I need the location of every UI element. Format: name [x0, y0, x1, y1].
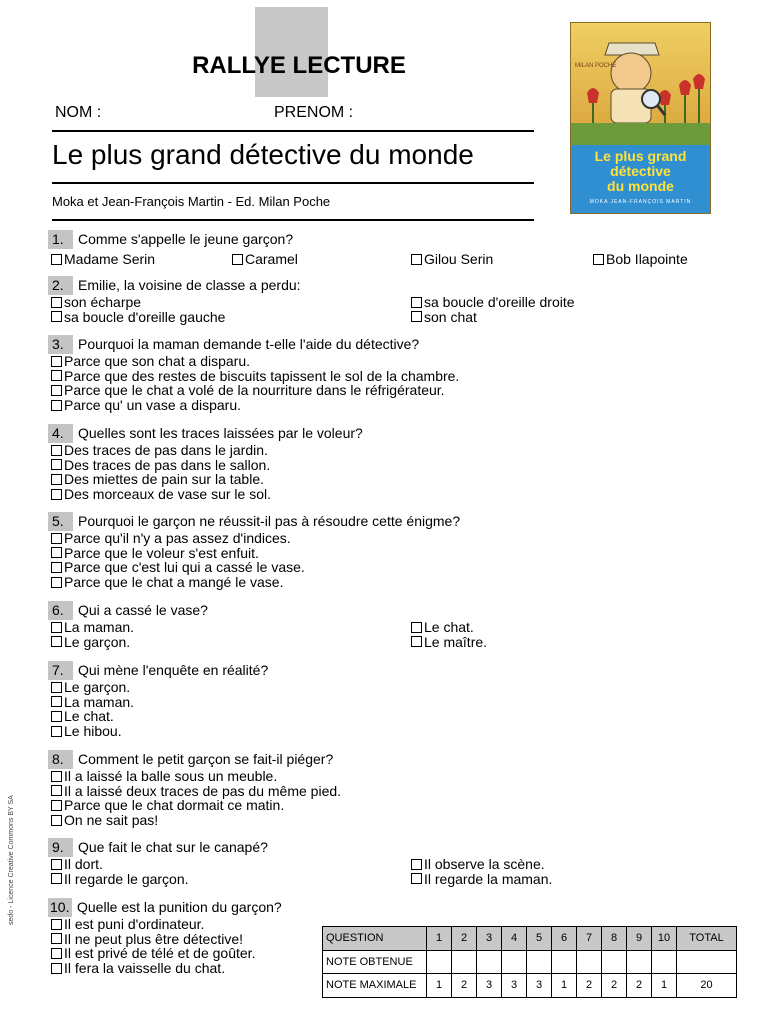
checkbox[interactable] — [51, 370, 62, 381]
answer-option[interactable]: sa boucle d'oreille gauche — [51, 310, 225, 325]
question-number: 8. — [48, 750, 73, 769]
checkbox[interactable] — [51, 297, 62, 308]
question-7 — [48, 660, 268, 738]
cover-title-line: du monde — [607, 178, 674, 194]
answer-option[interactable]: Il ne peut plus être détective! — [51, 932, 243, 947]
obtained-label: NOTE OBTENUE — [323, 950, 427, 974]
score-cell[interactable] — [602, 950, 627, 974]
score-cell[interactable] — [427, 950, 452, 974]
checkbox[interactable] — [51, 547, 62, 558]
answer-option[interactable]: Des traces de pas dans le jardin. — [51, 443, 268, 458]
question-text: Pourquoi le garçon ne réussit-il pas à résoudre cette énigme? — [78, 512, 461, 529]
checkbox[interactable] — [51, 489, 62, 500]
question-text: Comment le petit garçon se fait-il piéger? — [78, 750, 334, 767]
answer-option[interactable]: Parce que son chat a disparu. — [51, 354, 250, 369]
question-column: 1 — [427, 927, 452, 951]
question-6 — [48, 600, 648, 649]
checkbox[interactable] — [411, 859, 422, 870]
max-score-cell: 1 — [427, 974, 452, 998]
checkbox[interactable] — [51, 385, 62, 396]
score-cell[interactable] — [477, 950, 502, 974]
license-note: sedo - Licence Creative Commons BY SA — [8, 795, 15, 925]
answer-option[interactable]: Parce qu'il n'y a pas assez d'indices. — [51, 531, 291, 546]
question-number: 1. — [48, 230, 73, 249]
checkbox[interactable] — [593, 254, 604, 265]
answer-option[interactable]: Le maître. — [411, 635, 487, 650]
question-number: 9. — [48, 838, 73, 857]
score-header-label: QUESTION — [323, 927, 427, 951]
book-title: Le plus grand détective du monde — [52, 139, 474, 170]
checkbox[interactable] — [51, 459, 62, 470]
score-header-row — [323, 927, 737, 951]
question-2 — [48, 275, 648, 324]
cover-title-line: détective — [610, 163, 671, 179]
max-score-cell: 2 — [577, 974, 602, 998]
checkbox[interactable] — [51, 356, 62, 367]
question-column: 10 — [652, 927, 677, 951]
answer-option[interactable]: Le chat. — [411, 620, 474, 635]
question-text: Emilie, la voisine de classe a perdu: — [78, 276, 301, 293]
score-cell[interactable] — [552, 950, 577, 974]
answer-option[interactable]: Des traces de pas dans le sallon. — [51, 458, 270, 473]
question-3 — [48, 334, 460, 413]
checkbox[interactable] — [51, 254, 62, 265]
nom-label: NOM : — [55, 104, 102, 121]
total-cell[interactable] — [677, 950, 737, 974]
divider — [52, 182, 534, 184]
checkbox[interactable] — [51, 785, 62, 796]
checkbox[interactable] — [51, 933, 62, 944]
checkbox[interactable] — [411, 311, 422, 322]
question-number: 10. — [48, 898, 72, 917]
answer-option[interactable]: Parce que le chat a volé de la nourriture dans le réfrigérateur. — [51, 383, 445, 398]
score-cell[interactable] — [577, 950, 602, 974]
question-number: 6. — [48, 601, 73, 620]
question-column: 2 — [452, 927, 477, 951]
answer-option[interactable]: Le garçon. — [51, 635, 130, 650]
score-cell[interactable] — [652, 950, 677, 974]
score-cell[interactable] — [452, 950, 477, 974]
question-number: 2. — [48, 276, 73, 295]
answer-option[interactable]: Le garçon. — [51, 680, 130, 695]
checkbox[interactable] — [51, 622, 62, 633]
max-score-cell: 1 — [552, 974, 577, 998]
score-cell[interactable] — [502, 950, 527, 974]
max-score-cell: 2 — [602, 974, 627, 998]
checkbox[interactable] — [51, 577, 62, 588]
answer-option[interactable]: son écharpe — [51, 295, 141, 310]
question-column: 4 — [502, 927, 527, 951]
question-column: 6 — [552, 927, 577, 951]
answer-option[interactable]: Il observe la scène. — [411, 857, 545, 872]
answer-option[interactable]: On ne sait pas! — [51, 813, 158, 828]
question-text: Quelles sont les traces laissées par le voleur? — [78, 424, 363, 441]
max-label: NOTE MAXIMALE — [323, 974, 427, 998]
question-column: 7 — [577, 927, 602, 951]
question-4 — [48, 423, 363, 501]
score-max-row — [323, 974, 737, 998]
answer-option[interactable]: Il est privé de télé et de goûter. — [51, 946, 255, 961]
max-score-cell: 3 — [527, 974, 552, 998]
score-cell[interactable] — [527, 950, 552, 974]
question-column: 5 — [527, 927, 552, 951]
book-authors: Moka et Jean-François Martin - Ed. Milan Poche — [52, 194, 331, 209]
answer-option[interactable]: sa boucle d'oreille droite — [411, 295, 575, 310]
checkbox[interactable] — [51, 963, 62, 974]
max-score-cell: 2 — [452, 974, 477, 998]
checkbox[interactable] — [51, 815, 62, 826]
checkbox[interactable] — [51, 873, 62, 884]
checkbox[interactable] — [51, 919, 62, 930]
checkbox[interactable] — [51, 400, 62, 411]
max-total-cell: 20 — [677, 974, 737, 998]
checkbox[interactable] — [411, 254, 422, 265]
question-text: Qui mène l'enquête en réalité? — [78, 661, 269, 678]
score-table — [322, 926, 737, 998]
checkbox[interactable] — [411, 297, 422, 308]
cover-author: MOKA JEAN-FRANÇOIS MARTIN — [589, 199, 692, 205]
answer-option[interactable]: Parce que c'est lui qui a cassé le vase. — [51, 560, 305, 575]
answer-option[interactable]: Le chat. — [51, 709, 114, 724]
question-number: 4. — [48, 424, 73, 443]
cover-spine-text: MILAN POCHE — [575, 63, 617, 69]
checkbox[interactable] — [51, 771, 62, 782]
max-score-cell: 2 — [627, 974, 652, 998]
question-column: 9 — [627, 927, 652, 951]
question-1 — [48, 229, 708, 267]
question-number: 3. — [48, 335, 73, 354]
max-score-cell: 3 — [477, 974, 502, 998]
checkbox[interactable] — [51, 474, 62, 485]
page-title: RALLYE LECTURE — [192, 52, 406, 79]
question-9 — [48, 837, 648, 886]
checkbox[interactable] — [232, 254, 243, 265]
checkbox[interactable] — [51, 311, 62, 322]
answer-option[interactable]: Il a laissé deux traces de pas du même pied. — [51, 784, 341, 799]
max-score-cell: 1 — [652, 974, 677, 998]
question-column: 3 — [477, 927, 502, 951]
checkbox[interactable] — [51, 726, 62, 737]
question-10 — [48, 897, 282, 975]
question-8 — [48, 749, 342, 828]
score-obtained-row — [323, 950, 737, 974]
question-text: Qui a cassé le vase? — [78, 601, 208, 618]
total-column: TOTAL — [677, 927, 737, 951]
divider — [52, 130, 534, 132]
question-text: Pourquoi la maman demande t-elle l'aide du détective? — [78, 335, 420, 352]
answer-option[interactable]: Parce que le chat a mangé le vase. — [51, 575, 283, 590]
answer-option[interactable]: La maman. — [51, 695, 134, 710]
answer-option[interactable]: son chat — [411, 310, 477, 325]
checkbox[interactable] — [411, 873, 422, 884]
checkbox[interactable] — [51, 445, 62, 456]
answer-option[interactable]: Gilou Serin — [411, 252, 493, 267]
checkbox[interactable] — [51, 562, 62, 573]
answer-option[interactable]: Le hibou. — [51, 724, 122, 739]
checkbox[interactable] — [411, 622, 422, 633]
max-score-cell: 3 — [502, 974, 527, 998]
book-cover-image — [570, 22, 711, 214]
checkbox[interactable] — [51, 800, 62, 811]
checkbox[interactable] — [51, 636, 62, 647]
answer-option[interactable]: La maman. — [51, 620, 134, 635]
answer-option[interactable]: Il fera la vaisselle du chat. — [51, 961, 225, 976]
answer-option[interactable]: Il a laissé la balle sous un meuble. — [51, 769, 277, 784]
checkbox[interactable] — [51, 711, 62, 722]
divider — [52, 219, 534, 221]
cover-title-line: Le plus grand — [594, 148, 687, 164]
answer-option[interactable]: Des morceaux de vase sur le sol. — [51, 487, 271, 502]
question-number: 5. — [48, 512, 73, 531]
checkbox[interactable] — [51, 682, 62, 693]
answer-option[interactable]: Des miettes de pain sur la table. — [51, 472, 264, 487]
answer-option[interactable]: Madame Serin — [51, 252, 155, 267]
answer-option[interactable]: Il est puni d'ordinateur. — [51, 917, 204, 932]
answer-option[interactable]: Parce que le chat dormait ce matin. — [51, 798, 284, 813]
prenom-label: PRENOM : — [274, 104, 354, 121]
answer-option[interactable]: Il dort. — [51, 857, 103, 872]
answer-option[interactable]: Parce que des restes de biscuits tapissent le sol de la chambre. — [51, 369, 459, 384]
checkbox[interactable] — [51, 696, 62, 707]
question-column: 8 — [602, 927, 627, 951]
question-number: 7. — [48, 661, 73, 680]
question-text: Quelle est la punition du garçon? — [77, 898, 282, 915]
question-5 — [48, 511, 460, 589]
answer-option[interactable]: Parce qu' un vase a disparu. — [51, 398, 241, 413]
answer-option[interactable]: Il regarde le garçon. — [51, 872, 189, 887]
answer-option[interactable]: Caramel — [232, 252, 298, 267]
question-text: Comme s'appelle le jeune garçon? — [78, 230, 294, 247]
checkbox[interactable] — [51, 859, 62, 870]
score-cell[interactable] — [627, 950, 652, 974]
answer-option[interactable]: Il regarde la maman. — [411, 872, 552, 887]
checkbox[interactable] — [51, 948, 62, 959]
checkbox[interactable] — [411, 636, 422, 647]
question-text: Que fait le chat sur le canapé? — [78, 838, 268, 855]
answer-option[interactable]: Parce que le voleur s'est enfuit. — [51, 546, 259, 561]
answer-option[interactable]: Bob Ilapointe — [593, 252, 688, 267]
checkbox[interactable] — [51, 533, 62, 544]
